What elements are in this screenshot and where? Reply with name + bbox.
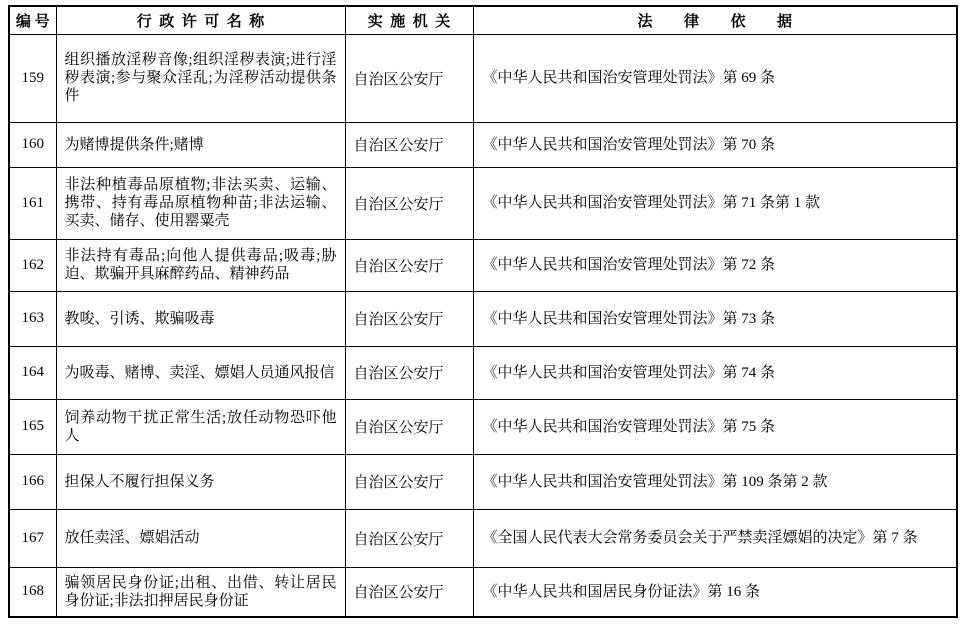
header-cell-agency: 实施机关: [345, 6, 473, 34]
cell-number: 160: [9, 122, 56, 167]
cell-number: 167: [9, 509, 56, 567]
cell-permit-name: 担保人不履行担保义务: [56, 454, 345, 509]
table-row: [9, 346, 957, 399]
cell-permit-name: 饲养动物干扰正常生活;放任动物恐吓他人: [56, 399, 345, 454]
table-row: [9, 122, 957, 167]
cell-agency: 自治区公安厅: [345, 399, 473, 454]
table-row: [9, 567, 957, 617]
table-row: [9, 34, 957, 122]
cell-number: 166: [9, 454, 56, 509]
header-cell-number: 编号: [9, 6, 56, 34]
cell-agency: 自治区公安厅: [345, 454, 473, 509]
table-row: [9, 291, 957, 346]
cell-agency: 自治区公安厅: [345, 122, 473, 167]
cell-legal-basis: 《中华人民共和国治安管理处罚法》第 74 条: [473, 346, 957, 399]
cell-permit-name: 教唆、引诱、欺骗吸毒: [56, 291, 345, 346]
header-cell-permit-name: 行政许可名称: [56, 6, 345, 34]
cell-permit-name: 为吸毒、赌博、卖淫、嫖娼人员通风报信: [56, 346, 345, 399]
cell-agency: 自治区公安厅: [345, 239, 473, 291]
cell-agency: 自治区公安厅: [345, 34, 473, 122]
cell-number: 163: [9, 291, 56, 346]
table-row: [9, 399, 957, 454]
cell-legal-basis: 《中华人民共和国治安管理处罚法》第 72 条: [473, 239, 957, 291]
cell-legal-basis: 《中华人民共和国治安管理处罚法》第 75 条: [473, 399, 957, 454]
cell-number: 159: [9, 34, 56, 122]
header-cell-legal-basis: 法律依据: [473, 6, 957, 34]
cell-legal-basis: 《中华人民共和国治安管理处罚法》第 69 条: [473, 34, 957, 122]
cell-number: 168: [9, 567, 56, 617]
cell-permit-name: 非法种植毒品原植物;非法买卖、运输、携带、持有毒品原植物种苗;非法运输、买卖、储存、使用罂粟壳: [56, 167, 345, 239]
cell-legal-basis: 《中华人民共和国治安管理处罚法》第 71 条第 1 款: [473, 167, 957, 239]
table-row: [9, 239, 957, 291]
cell-permit-name: 为赌博提供条件;赌博: [56, 122, 345, 167]
table-header-row: [9, 6, 957, 34]
cell-legal-basis: 《中华人民共和国治安管理处罚法》第 73 条: [473, 291, 957, 346]
cell-number: 162: [9, 239, 56, 291]
table-row: [9, 167, 957, 239]
cell-agency: 自治区公安厅: [345, 509, 473, 567]
cell-permit-name: 非法持有毒品;向他人提供毒品;吸毒;胁迫、欺骗开具麻醉药品、精神药品: [56, 239, 345, 291]
cell-permit-name: 骗领居民身份证;出租、出借、转让居民身份证;非法扣押居民身份证: [56, 567, 345, 617]
cell-number: 165: [9, 399, 56, 454]
cell-legal-basis: 《全国人民代表大会常务委员会关于严禁卖淫嫖娼的决定》第 7 条: [473, 509, 957, 567]
table-row: [9, 509, 957, 567]
table-body: [9, 34, 957, 617]
cell-number: 164: [9, 346, 56, 399]
cell-permit-name: 组织播放淫秽音像;组织淫秽表演;进行淫秽表演;参与聚众淫乱;为淫秽活动提供条件: [56, 34, 345, 122]
table-row: [9, 454, 957, 509]
cell-legal-basis: 《中华人民共和国居民身份证法》第 16 条: [473, 567, 957, 617]
cell-permit-name: 放任卖淫、嫖娼活动: [56, 509, 345, 567]
cell-number: 161: [9, 167, 56, 239]
cell-agency: 自治区公安厅: [345, 567, 473, 617]
permit-table: [8, 5, 958, 618]
cell-agency: 自治区公安厅: [345, 291, 473, 346]
cell-agency: 自治区公安厅: [345, 346, 473, 399]
cell-agency: 自治区公安厅: [345, 167, 473, 239]
cell-legal-basis: 《中华人民共和国治安管理处罚法》第 109 条第 2 款: [473, 454, 957, 509]
cell-legal-basis: 《中华人民共和国治安管理处罚法》第 70 条: [473, 122, 957, 167]
